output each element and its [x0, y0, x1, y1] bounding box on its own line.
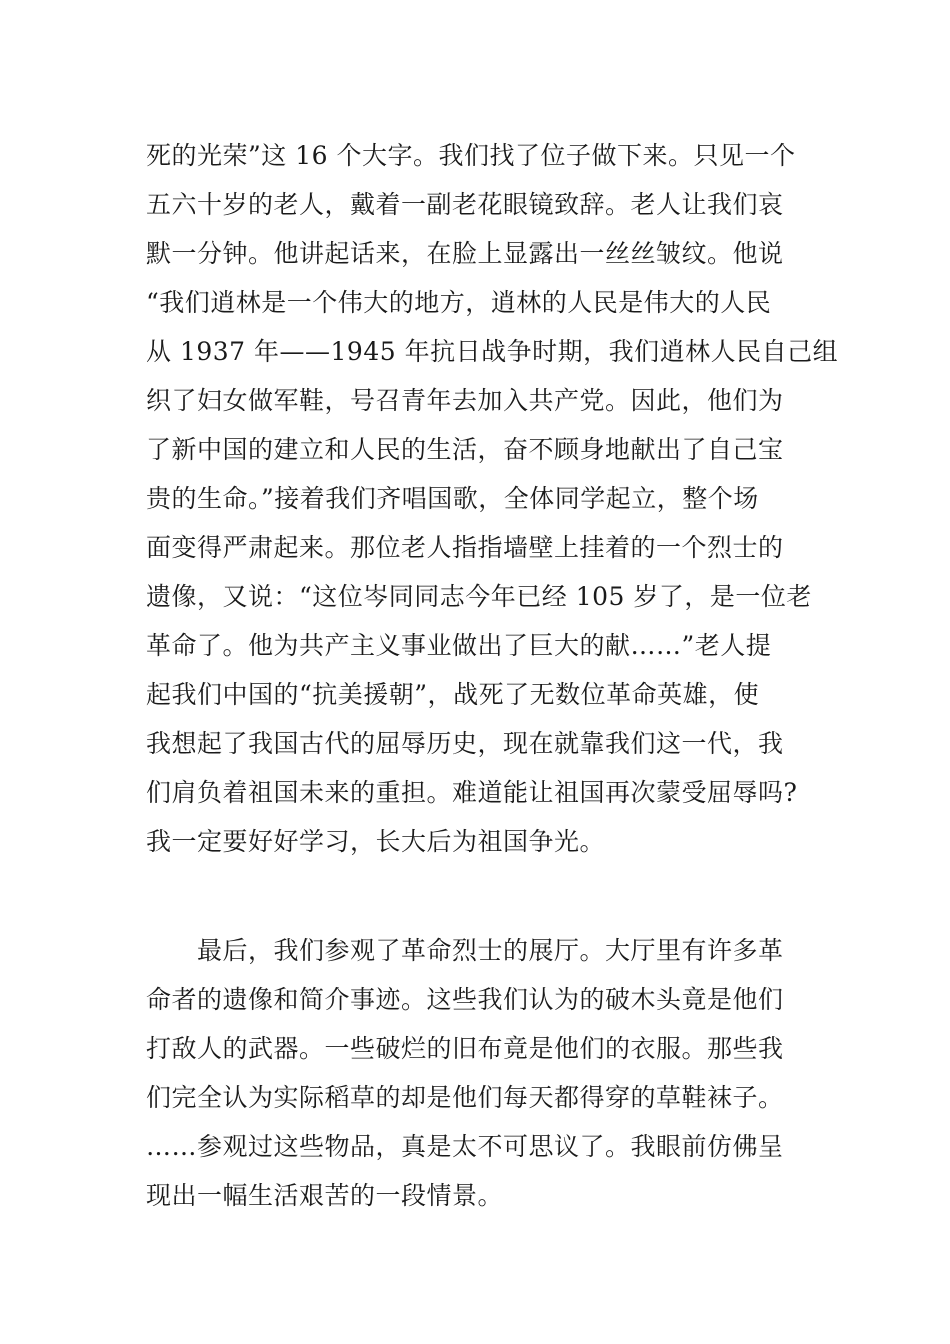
- text-line: 起我们中国的“抗美援朝”，战死了无数位革命英雄，使: [146, 680, 760, 709]
- text-line: ……参观过这些物品，真是太不可思议了。我眼前仿佛呈: [146, 1132, 784, 1161]
- text-line: 织了妇女做军鞋，号召青年去加入共产党。因此，他们为: [146, 386, 784, 415]
- text-line: 默一分钟。他讲起话来，在脸上显露出一丝丝皱纹。他说: [146, 239, 784, 268]
- text-line: “我们逍林是一个伟大的地方，逍林的人民是伟大的人民: [146, 288, 772, 317]
- text-line: 我一定要好好学习，长大后为祖国争光。: [146, 827, 606, 856]
- text-line: 命者的遗像和简介事迹。这些我们认为的破木头竟是他们: [146, 985, 784, 1014]
- text-line: 贵的生命。”接着我们齐唱国歌，全体同学起立，整个场: [146, 484, 759, 513]
- text-line: 现出一幅生活艰苦的一段情景。: [146, 1181, 504, 1210]
- text-line: 面变得严肃起来。那位老人指指墙壁上挂着的一个烈士的: [146, 533, 784, 562]
- text-line: 遗像，又说：“这位岑同同志今年已经 105 岁了，是一位老: [146, 582, 812, 611]
- paragraph: [146, 131, 839, 866]
- text-line: 从 1937 年——1945 年抗日战争时期，我们逍林人民自己组: [146, 337, 839, 366]
- text-line: 们完全认为实际稻草的却是他们每天都得穿的草鞋袜子。: [146, 1083, 784, 1112]
- text-line: 革命了。他为共产主义事业做出了巨大的献……”老人提: [146, 631, 772, 660]
- text-line: 五六十岁的老人，戴着一副老花眼镜致辞。老人让我们哀: [146, 190, 784, 219]
- text-line: 最后，我们参观了革命烈士的展厅。大厅里有许多革: [146, 936, 784, 965]
- paragraph: [146, 926, 816, 1220]
- text-line: 死的光荣”这 16 个大字。我们找了位子做下来。只见一个: [146, 141, 796, 170]
- text-line: 了新中国的建立和人民的生活，奋不顾身地献出了自己宝: [146, 435, 784, 464]
- text-line: 打敌人的武器。一些破烂的旧布竟是他们的衣服。那些我: [146, 1034, 784, 1063]
- text-line: 我想起了我国古代的屈辱历史，现在就靠我们这一代，我: [146, 729, 784, 758]
- text-line: 们肩负着祖国未来的重担。难道能让祖国再次蒙受屈辱吗?: [146, 778, 798, 807]
